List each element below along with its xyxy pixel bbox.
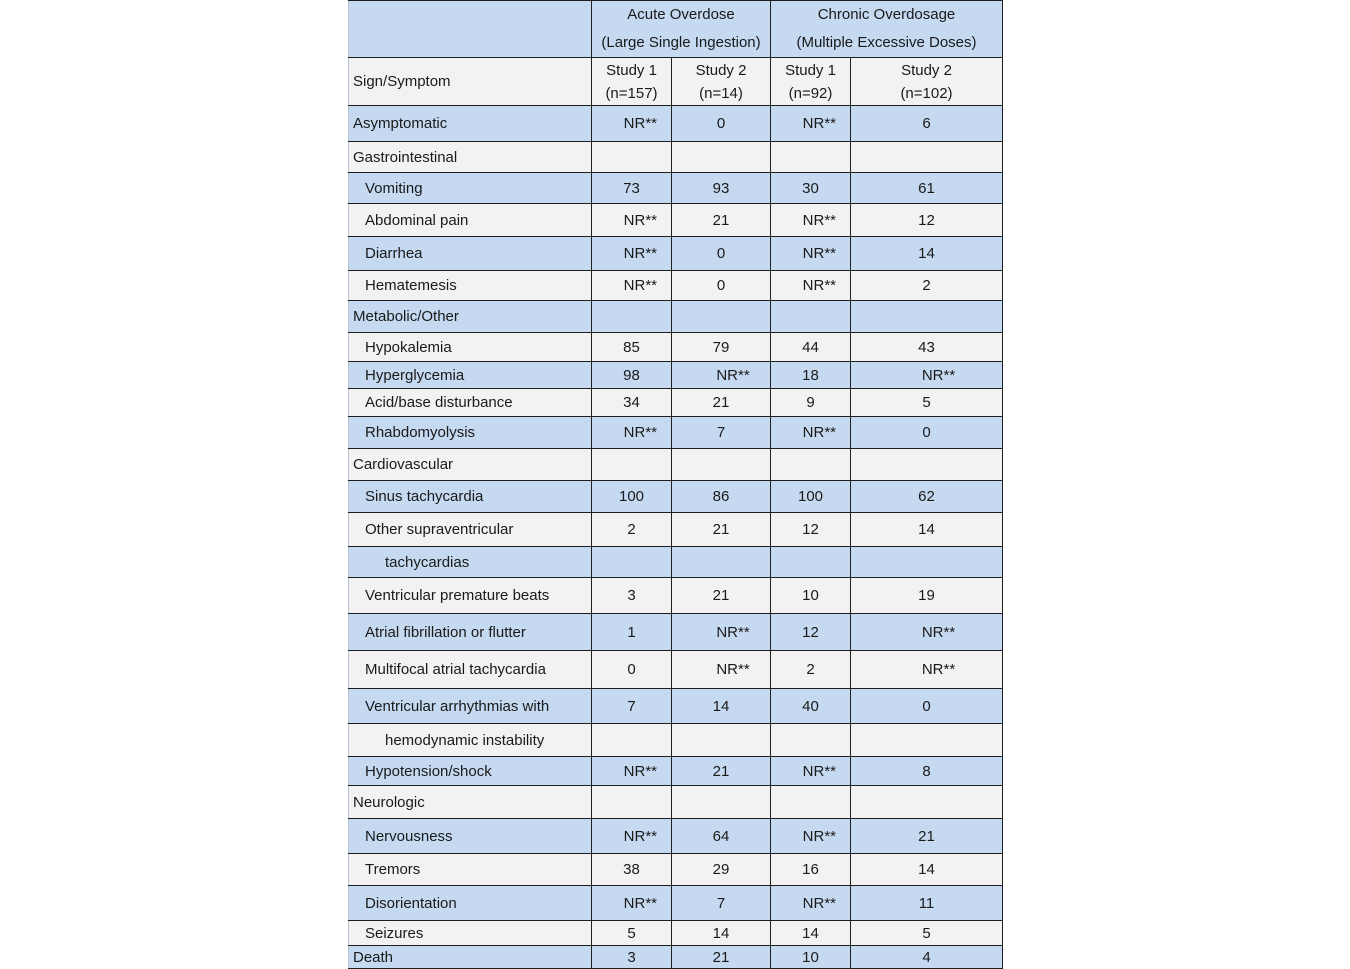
value-cell: 3: [592, 946, 672, 969]
symptom-label: Seizures: [349, 921, 592, 946]
value-cell: 6: [851, 106, 1003, 142]
value-cell: [592, 724, 672, 757]
value-cell: 5: [851, 921, 1003, 946]
value-cell: 21: [672, 946, 771, 969]
value-cell: NR**: [771, 819, 851, 854]
value-cell: 4: [851, 946, 1003, 969]
symptom-label: Disorientation: [349, 886, 592, 921]
value-cell: [592, 142, 672, 173]
table-row: [349, 614, 1003, 651]
table-row: [349, 389, 1003, 417]
table-row: [349, 921, 1003, 946]
value-cell: NR**: [592, 819, 672, 854]
value-cell: 0: [851, 417, 1003, 449]
table-row: [349, 237, 1003, 271]
value-cell: 86: [672, 481, 771, 513]
value-cell: 40: [771, 689, 851, 724]
table-row: [349, 724, 1003, 757]
symptom-label: Acid/base disturbance: [349, 389, 592, 417]
value-cell: NR**: [672, 651, 771, 689]
value-cell: 98: [592, 362, 672, 389]
value-cell: NR**: [592, 757, 672, 786]
value-cell: [672, 547, 771, 578]
value-cell: 7: [672, 417, 771, 449]
study-name: Study 1: [785, 61, 836, 79]
symptom-label: Abdominal pain: [349, 204, 592, 237]
value-cell: [672, 449, 771, 481]
value-cell: 73: [592, 173, 672, 204]
table-row: [349, 854, 1003, 886]
value-cell: 10: [771, 578, 851, 614]
symptom-label: Ventricular premature beats: [349, 578, 592, 614]
value-cell: [851, 724, 1003, 757]
symptom-label: tachycardias: [349, 547, 592, 578]
symptom-label: Vomiting: [349, 173, 592, 204]
table-row: [349, 651, 1003, 689]
value-cell: 43: [851, 333, 1003, 362]
value-cell: 5: [851, 389, 1003, 417]
value-cell: 14: [771, 921, 851, 946]
group-header-subtitle: (Multiple Excessive Doses): [796, 34, 977, 51]
value-cell: 19: [851, 578, 1003, 614]
study-n: (n=92): [788, 84, 833, 102]
value-cell: NR**: [771, 237, 851, 271]
symptom-label: Hypotension/shock: [349, 757, 592, 786]
value-cell: NR**: [592, 237, 672, 271]
value-cell: [771, 724, 851, 757]
table-row: [349, 173, 1003, 204]
study-name: Study 1: [606, 61, 657, 79]
table-row: [349, 819, 1003, 854]
study-n: (n=157): [605, 84, 658, 102]
value-cell: 14: [672, 689, 771, 724]
value-cell: 14: [851, 854, 1003, 886]
value-cell: [672, 786, 771, 819]
study-header-chronic-1: [771, 58, 851, 106]
group-header-subtitle: (Large Single Ingestion): [601, 34, 761, 51]
table-row: [349, 301, 1003, 333]
table-row: [349, 271, 1003, 301]
symptom-label: Sinus tachycardia: [349, 481, 592, 513]
value-cell: NR**: [851, 651, 1003, 689]
value-cell: NR**: [592, 886, 672, 921]
value-cell: [592, 786, 672, 819]
group-header-title: Chronic Overdosage: [817, 6, 956, 23]
value-cell: 38: [592, 854, 672, 886]
value-cell: NR**: [672, 362, 771, 389]
group-header-row: [349, 1, 1003, 58]
category-label: Death: [349, 946, 592, 969]
value-cell: 14: [851, 513, 1003, 547]
value-cell: [672, 301, 771, 333]
value-cell: NR**: [771, 271, 851, 301]
value-cell: NR**: [851, 614, 1003, 651]
value-cell: 10: [771, 946, 851, 969]
value-cell: NR**: [771, 757, 851, 786]
value-cell: 12: [771, 614, 851, 651]
value-cell: [592, 547, 672, 578]
symptom-label: Multifocal atrial tachycardia: [349, 651, 592, 689]
symptom-label: hemodynamic instability: [349, 724, 592, 757]
value-cell: 21: [851, 819, 1003, 854]
symptom-label: Rhabdomyolysis: [349, 417, 592, 449]
table-row: [349, 333, 1003, 362]
value-cell: NR**: [771, 204, 851, 237]
study-header-acute-1: [592, 58, 672, 106]
value-cell: 14: [672, 921, 771, 946]
symptom-label: Other supraventricular: [349, 513, 592, 547]
value-cell: 29: [672, 854, 771, 886]
symptom-label: Atrial fibrillation or flutter: [349, 614, 592, 651]
value-cell: [771, 786, 851, 819]
category-label: Asymptomatic: [349, 106, 592, 142]
group-header-title: Acute Overdose: [627, 6, 735, 23]
value-cell: 100: [771, 481, 851, 513]
value-cell: 34: [592, 389, 672, 417]
study-name: Study 2: [901, 61, 952, 79]
value-cell: 12: [851, 204, 1003, 237]
table-row: [349, 106, 1003, 142]
value-cell: 100: [592, 481, 672, 513]
value-cell: [851, 449, 1003, 481]
value-cell: [592, 301, 672, 333]
table-row: [349, 578, 1003, 614]
value-cell: [851, 547, 1003, 578]
category-label: Cardiovascular: [349, 449, 592, 481]
value-cell: 3: [592, 578, 672, 614]
value-cell: NR**: [771, 106, 851, 142]
value-cell: 0: [592, 651, 672, 689]
value-cell: [771, 547, 851, 578]
value-cell: NR**: [771, 886, 851, 921]
symptom-label: Hematemesis: [349, 271, 592, 301]
value-cell: [851, 142, 1003, 173]
study-header-chronic-2: [851, 58, 1003, 106]
symptom-label: Diarrhea: [349, 237, 592, 271]
table-row: [349, 946, 1003, 969]
value-cell: 21: [672, 513, 771, 547]
value-cell: NR**: [592, 106, 672, 142]
value-cell: 21: [672, 578, 771, 614]
symptom-label: Hyperglycemia: [349, 362, 592, 389]
group-header-chronic: [771, 1, 1003, 58]
study-header-row: [349, 58, 1003, 106]
overdose-symptoms-table: [348, 0, 1003, 969]
value-cell: NR**: [592, 204, 672, 237]
value-cell: 9: [771, 389, 851, 417]
value-cell: 21: [672, 757, 771, 786]
value-cell: 0: [851, 689, 1003, 724]
value-cell: 21: [672, 204, 771, 237]
study-header-acute-2: [672, 58, 771, 106]
value-cell: NR**: [672, 614, 771, 651]
value-cell: 30: [771, 173, 851, 204]
category-label: Metabolic/Other: [349, 301, 592, 333]
table-row: [349, 362, 1003, 389]
value-cell: 0: [672, 271, 771, 301]
value-cell: [592, 449, 672, 481]
table-row: [349, 513, 1003, 547]
table-row: [349, 886, 1003, 921]
value-cell: 12: [771, 513, 851, 547]
value-cell: 14: [851, 237, 1003, 271]
table-row: [349, 547, 1003, 578]
value-cell: 11: [851, 886, 1003, 921]
value-cell: [672, 142, 771, 173]
table-row: [349, 204, 1003, 237]
category-label: Gastrointestinal: [349, 142, 592, 173]
table-row: [349, 786, 1003, 819]
value-cell: 62: [851, 481, 1003, 513]
study-name: Study 2: [695, 61, 747, 79]
value-cell: [771, 142, 851, 173]
value-cell: 2: [851, 271, 1003, 301]
table-row: [349, 757, 1003, 786]
corner-cell: [349, 1, 592, 58]
value-cell: 64: [672, 819, 771, 854]
value-cell: 0: [672, 237, 771, 271]
value-cell: 44: [771, 333, 851, 362]
table-row: [349, 417, 1003, 449]
value-cell: NR**: [592, 417, 672, 449]
group-header-acute: [592, 1, 771, 58]
symptom-label: Hypokalemia: [349, 333, 592, 362]
value-cell: 2: [592, 513, 672, 547]
value-cell: 1: [592, 614, 672, 651]
table-row: [349, 689, 1003, 724]
study-n: (n=14): [699, 84, 743, 102]
value-cell: 93: [672, 173, 771, 204]
value-cell: 85: [592, 333, 672, 362]
value-cell: 16: [771, 854, 851, 886]
value-cell: 79: [672, 333, 771, 362]
value-cell: 18: [771, 362, 851, 389]
value-cell: 0: [672, 106, 771, 142]
table-row: [349, 449, 1003, 481]
symptom-label: Tremors: [349, 854, 592, 886]
study-n: (n=102): [900, 84, 953, 102]
value-cell: [771, 301, 851, 333]
value-cell: NR**: [592, 271, 672, 301]
value-cell: 7: [672, 886, 771, 921]
value-cell: 7: [592, 689, 672, 724]
value-cell: 8: [851, 757, 1003, 786]
category-label: Neurologic: [349, 786, 592, 819]
symptom-label: Nervousness: [349, 819, 592, 854]
value-cell: [851, 786, 1003, 819]
value-cell: [672, 724, 771, 757]
value-cell: NR**: [851, 362, 1003, 389]
value-cell: 61: [851, 173, 1003, 204]
value-cell: 2: [771, 651, 851, 689]
value-cell: [851, 301, 1003, 333]
sign-symptom-header: Sign/Symptom: [349, 58, 592, 106]
table-row: [349, 481, 1003, 513]
value-cell: 5: [592, 921, 672, 946]
table-row: [349, 142, 1003, 173]
value-cell: 21: [672, 389, 771, 417]
value-cell: NR**: [771, 417, 851, 449]
symptom-label: Ventricular arrhythmias with: [349, 689, 592, 724]
value-cell: [771, 449, 851, 481]
